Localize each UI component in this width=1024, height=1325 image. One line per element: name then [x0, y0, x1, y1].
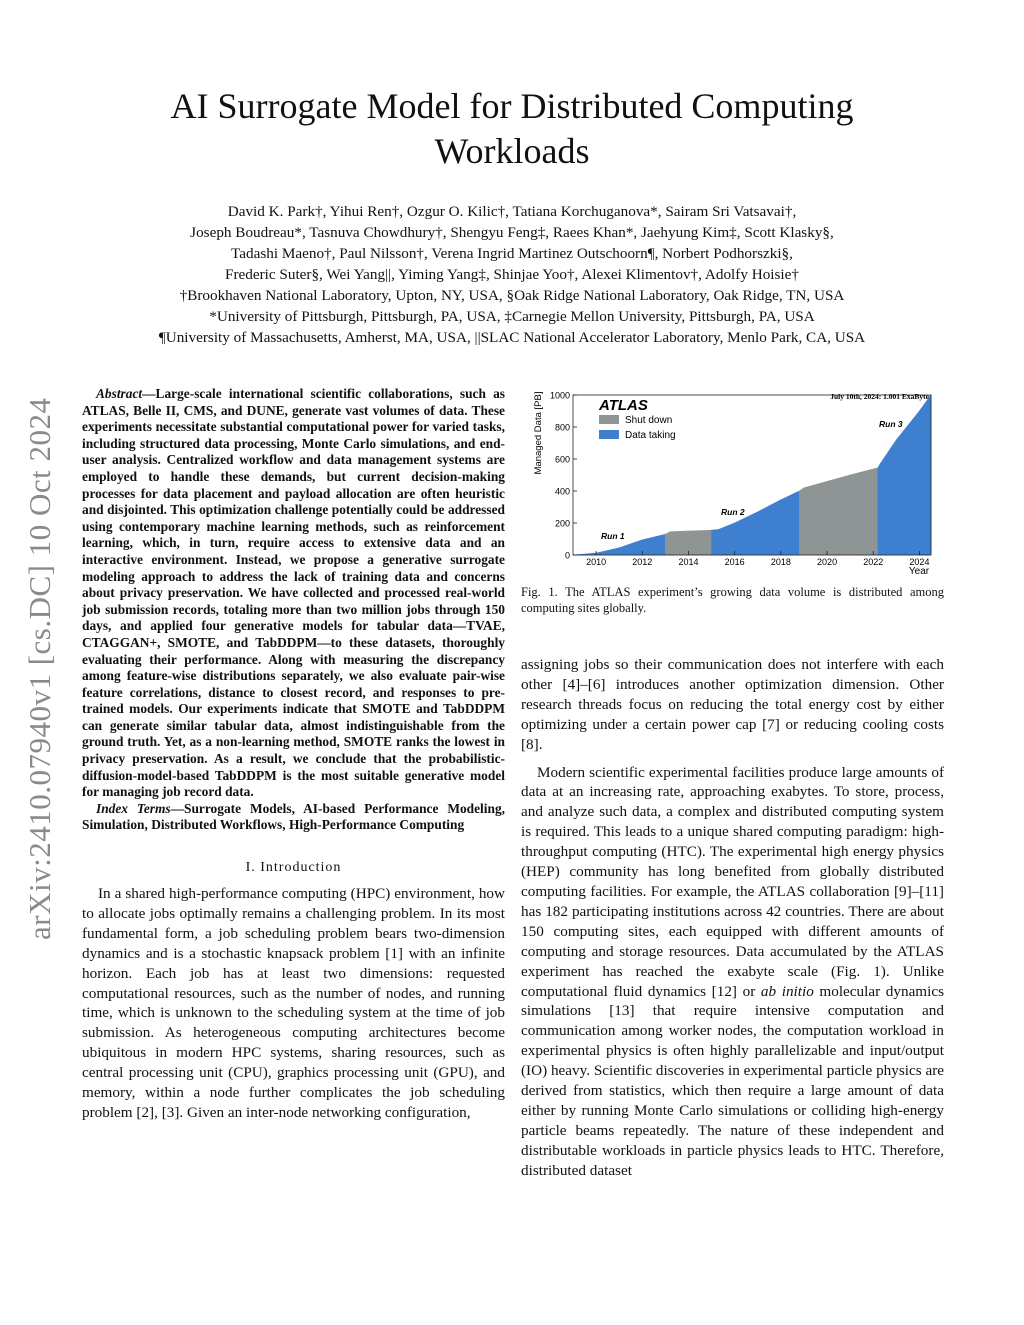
area-segment: [799, 488, 804, 555]
run-label: Run 2: [721, 507, 745, 517]
run-label: Run 1: [601, 531, 625, 541]
area-segment: [827, 475, 850, 555]
y-tick-label: 200: [554, 518, 570, 529]
author-line: Tadashi Maeno†, Paul Nilsson†, Verena Ingrid Martinez Outschoorn¶, Norbert Podhorszki§,: [231, 245, 793, 262]
chart-title: ATLAS: [599, 397, 648, 414]
y-tick-label: 800: [554, 422, 570, 433]
author-line: Frederic Suter§, Wei Yang||, Yiming Yang‡, Shinjae Yoo†, Alexei Klimentov†, Adolfy Hoisie†: [225, 266, 799, 283]
index-terms-label: Index Terms: [96, 800, 171, 816]
abstract: [82, 386, 505, 801]
left-column: [82, 386, 505, 1123]
legend-swatch-datataking: [599, 430, 619, 439]
area-segment: [850, 468, 878, 555]
x-tick-label: 2022: [863, 557, 884, 567]
area-segment: [804, 481, 827, 555]
intro-paragraph: In a shared high-performance computing (HPC) environment, how to allocate jobs optimally remains a challenging problem. In its most fundamental form, a job scheduling problem bears two-dimension dynamics and is a stochastic knapsack problem [1] with an infinite horizon. Each job has at least two dimensions: requested computational resources, such as the number of nodes, and running time, which is unknown to the scheduling system at the time of job submission. As heterogeneous computing architectures become ubiquitous in modern HPC systems, sharing resources, such as central processing unit (CPU), graphics processing unit (GPU), and memory, within a node further complicates the job scheduling problem [2], [3]. Given an inter-node networking configuration,: [82, 885, 505, 1121]
affiliation-line: †Brookhaven National Laboratory, Upton, NY, USA, §Oak Ridge National Laboratory, Oak Ridge, TN, USA: [179, 287, 845, 304]
y-axis-label: Managed Data [PB]: [533, 391, 544, 475]
area-segment: [878, 464, 880, 555]
x-tick-label: 2010: [586, 557, 607, 567]
index-terms-text: —Surrogate Models, AI-based Performance Modeling, Simulation, Distributed Workflows, High-Performance Computing: [82, 800, 505, 833]
index-terms: [82, 801, 505, 834]
x-tick-label: 2020: [817, 557, 838, 567]
y-tick-label: 0: [564, 550, 570, 561]
x-tick-label: 2016: [724, 557, 745, 567]
paper-title: AI Surrogate Model for Distributed Computing Workloads: [170, 86, 854, 171]
affiliation-line: ¶University of Massachusetts, Amherst, MA, USA, ||SLAC National Accelerator Laboratory, Menlo Park, CA, USA: [158, 329, 866, 346]
y-tick-label: 1000: [549, 390, 570, 401]
x-tick-label: 2012: [632, 557, 653, 567]
body-text: Modern scientific experimental facilities produce large amounts of data at an increasing rate, approaching exabytes. To store, process, and analyze such data, a complex and distributed computing system is required. This leads to a unique shared computing paradigm: high-throughput computing (HTC). The experimental high energy physics (HEP) community has long benefited from globally distributed computing facilities. For example, the ATLAS collaboration [9]–[11] has 182 participating institutions across 42 countries. There are about 150 computing sites, each equipped with different amounts of computing and storage resources. Data accumulated by the ATLAS experiment has reached the exabyte scale (Fig. 1). Unlike computational fluid dynamics [12] or: [521, 763, 944, 1000]
legend-label-datataking: Data taking: [625, 430, 676, 441]
figure-1: [521, 381, 944, 616]
area-segment: [781, 491, 799, 555]
x-tick-label: 2014: [678, 557, 699, 567]
author-block: [92, 201, 932, 348]
right-column: [521, 655, 944, 1181]
chart-annotation: July 10th, 2024: 1.001 ExaByte: [830, 392, 929, 401]
figure-caption: Fig. 1. The ATLAS experiment’s growing data volume is distributed among computing sites globally.: [521, 585, 944, 615]
body-text: molecular dynamics simulations [13] that require intensive computation and communication among worker nodes, the computation workload in experimental physics is often highly parallelizable and input/output (IO) heavy. Scientific discoveries in experimental particle physics are derived from statistics, which then require a large amount of data either by running Monte Carlo simulations or colliding high-energy particle beams repeatedly. The nature of these independent and distributable workloads in particle physics leads to HTC. Therefore, distributed dataset: [521, 982, 944, 1179]
area-segment: [919, 395, 931, 555]
abstract-label: Abstract: [96, 386, 143, 401]
area-segment: [670, 531, 688, 555]
abstract-text: —Large-scale international scientific collaborations, such as ATLAS, Belle II, CMS, and DUNE, generate vast volumes of data. These experiments necessitate substantial computational power for varied tasks, including structured data processing, Monte Carlo simulations, and end-user analysis. Centralized workflow and data management systems are employed to handle these demands, but current decision-making processes for data placement and payload allocation are often heuristic and disjointed. This optimization challenge potentially could be addressed using contemporary machine learning methods, such as reinforcement learning, which, in turn, require access to extensive data and an interactive environment. Instead, we propose a generative surrogate modeling approach to address the lack of training data and concerns about privacy preservation. We have collected and processed real-world job submission records, totaling more than two million jobs through 150 days, and applied four generative models for tabular data—TVAE, CTAGGAN+, SMOTE, and TabDDPM—to these datasets, thoroughly evaluating their performance. Along with measuring the discrepancy among feature-wise distributions separately, we also evaluate pair-wise feature correlations, distance to closest record, and responses to pre-trained models. Our experiments indicate that SMOTE and TabDDPM can generate similar tabular data, almost indistinguishable from the ground truth. Yet, as a non-learning method, SMOTE ranks the lowest in privacy preservation. As a result, we conclude that the probabilistic-diffusion-model-based TabDDPM is the most suitable generative model for managing job record data.: [82, 386, 505, 800]
x-axis-label: Year: [908, 566, 930, 577]
x-tick-label: 2018: [770, 557, 791, 567]
arxiv-stamp: arXiv:2410.07940v1 [cs.DC] 10 Oct 2024: [22, 397, 57, 940]
author-line: David K. Park†, Yihui Ren†, Ozgur O. Kilic†, Tatiana Korchuganova*, Sairam Sri Vatsavai†,: [227, 203, 797, 220]
run-label: Run 3: [879, 419, 903, 429]
body-text-italic: ab initio: [760, 982, 814, 1000]
legend-swatch-shutdown: [599, 415, 619, 424]
legend-label-shutdown: Shut down: [625, 415, 673, 426]
area-segment: [688, 530, 711, 555]
area-segment: [712, 529, 719, 555]
x-tick-label: 2024: [909, 557, 930, 567]
body-paragraph: [521, 763, 944, 1181]
atlas-data-chart: [521, 381, 944, 581]
author-line: Joseph Boudreau*, Tasnuva Chowdhury†, Shengyu Feng‡, Raees Khan*, Jaehyung Kim‡, Scott Klasky§,: [190, 224, 834, 241]
y-tick-label: 600: [554, 454, 570, 465]
area-segment: [665, 532, 670, 555]
section-heading: I. Introduction: [245, 860, 342, 876]
body-paragraph: assigning jobs so their communication does not interfere with each other [4]–[6] introduces another optimization dimension. Other research threads focus on reducing the total energy cost by either optimizing under a certain power cap [7] or reducing cooling costs [8].: [521, 656, 944, 753]
affiliation-line: *University of Pittsburgh, Pittsburgh, PA, USA, ‡Carnegie Mellon University, Pittsburgh, PA, USA: [209, 308, 815, 325]
y-tick-label: 400: [554, 486, 570, 497]
